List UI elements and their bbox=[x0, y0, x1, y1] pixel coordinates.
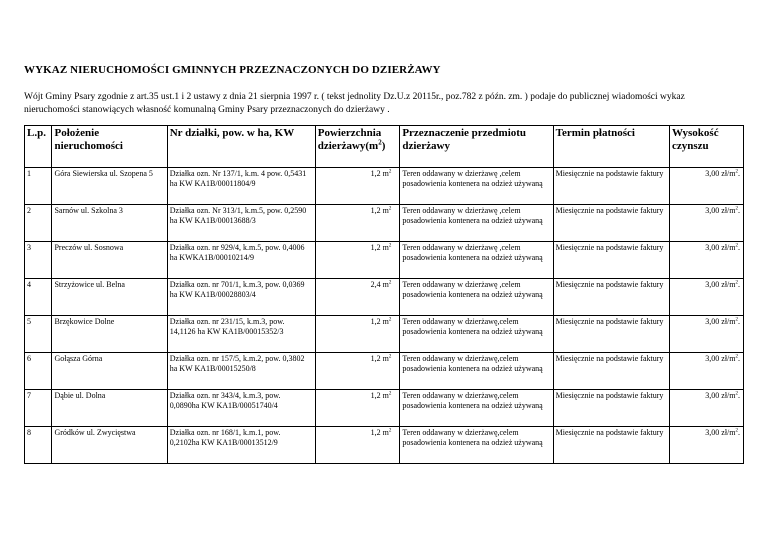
rent-period: . bbox=[738, 206, 740, 215]
cell-purpose bbox=[400, 353, 553, 390]
cell-lp-text: 8 bbox=[27, 428, 31, 437]
cell-area-text: 1,2 m bbox=[370, 391, 389, 400]
cell-parcel-text: Działka ozn. nr 157/5, k.m.2, pow. 0,3802 ha KW KA1B/00015250/8 bbox=[169, 354, 305, 373]
cell-lp bbox=[25, 390, 52, 427]
cell-location-text: Brzękowice Dolne bbox=[54, 317, 115, 326]
unit-superscript: 2 bbox=[388, 317, 392, 323]
cell-area-text: 1,2 m bbox=[370, 354, 389, 363]
cell-parcel bbox=[167, 390, 315, 427]
cell-lp-text: 6 bbox=[27, 354, 31, 363]
cell-location-text: Sarnów ul. Szkolna 3 bbox=[54, 206, 123, 215]
unit-superscript: 2 bbox=[735, 280, 738, 286]
cell-lp-text: 7 bbox=[27, 391, 31, 400]
table-row bbox=[25, 316, 744, 353]
cell-purpose bbox=[400, 168, 553, 205]
cell-area-text: 1,2 m bbox=[370, 428, 389, 437]
table-row bbox=[25, 168, 744, 205]
cell-location bbox=[52, 168, 167, 205]
unit-superscript: 2 bbox=[388, 391, 392, 397]
cell-term-text: Miesięcznie na podstawie faktury bbox=[555, 169, 664, 178]
header-parcel: Nr działki, pow. w ha, KW bbox=[167, 126, 315, 168]
cell-lp bbox=[25, 242, 52, 279]
cell-term-text: Miesięcznie na podstawie faktury bbox=[555, 428, 664, 437]
unit-superscript: 2 bbox=[388, 280, 392, 286]
cell-term bbox=[553, 205, 669, 242]
cell-rent-text: 3,00 zł/m bbox=[705, 317, 736, 326]
cell-lp bbox=[25, 279, 52, 316]
cell-rent-text: 3,00 zł/m bbox=[705, 280, 736, 289]
table-row bbox=[25, 427, 744, 464]
unit-superscript: 2 bbox=[735, 317, 738, 323]
cell-location-text: Gołąsza Górna bbox=[54, 354, 103, 363]
cell-parcel-text: Działka ozn. nr 701/1, k.m.3, pow. 0,0369 ha KW KA1B/00028803/4 bbox=[169, 280, 305, 299]
cell-area bbox=[315, 279, 400, 316]
cell-lp-text: 5 bbox=[27, 317, 31, 326]
header-area-superscript: 2 bbox=[378, 138, 382, 147]
cell-parcel bbox=[167, 205, 315, 242]
rent-period: . bbox=[738, 354, 740, 363]
cell-location-text: Strzyżowice ul. Belna bbox=[54, 280, 125, 289]
table-row bbox=[25, 242, 744, 279]
cell-purpose-text: Teren oddawany w dzierżawę,celem posadowienia kontenera na odzież używaną bbox=[402, 428, 543, 447]
cell-rent bbox=[669, 427, 743, 464]
cell-parcel bbox=[167, 427, 315, 464]
cell-purpose-text: Teren oddawany w dzierżawę ,celem posadowienia kontenera na odzież używaną bbox=[402, 243, 543, 262]
cell-lp-text: 2 bbox=[27, 206, 31, 215]
cell-lp bbox=[25, 316, 52, 353]
rent-period: . bbox=[738, 280, 740, 289]
cell-area bbox=[315, 353, 400, 390]
cell-purpose-text: Teren oddawany w dzierżawę ,celem posadowienia kontenera na odzież używaną bbox=[402, 280, 543, 299]
cell-rent bbox=[669, 316, 743, 353]
unit-superscript: 2 bbox=[735, 391, 738, 397]
cell-purpose bbox=[400, 316, 553, 353]
unit-superscript: 2 bbox=[388, 169, 392, 175]
cell-parcel-text: Działka ozn. nr 343/4, k.m.3, pow. 0,0890ha KW KA1B/00051740/4 bbox=[169, 391, 281, 410]
cell-purpose-text: Teren oddawany w dzierżawę ,celem posadowienia kontenera na odzież używaną bbox=[402, 206, 543, 225]
cell-purpose-text: Teren oddawany w dzierżawę,celem posadowienia kontenera na odzież używaną bbox=[402, 317, 543, 336]
cell-purpose-text: Teren oddawany w dzierżawę ,celem posadowienia kontenera na odzież używaną bbox=[402, 169, 543, 188]
unit-superscript: 2 bbox=[388, 428, 392, 434]
table-row bbox=[25, 390, 744, 427]
rent-period: . bbox=[738, 169, 740, 178]
cell-rent bbox=[669, 168, 743, 205]
cell-lp-text: 1 bbox=[27, 169, 31, 178]
cell-parcel bbox=[167, 242, 315, 279]
cell-location bbox=[52, 279, 167, 316]
cell-location-text: Gródków ul. Zwycięstwa bbox=[54, 428, 136, 437]
cell-area bbox=[315, 390, 400, 427]
unit-superscript: 2 bbox=[735, 243, 738, 249]
rent-period: . bbox=[738, 317, 740, 326]
unit-superscript: 2 bbox=[735, 169, 738, 175]
cell-term bbox=[553, 353, 669, 390]
cell-rent-text: 3,00 zł/m bbox=[705, 169, 736, 178]
cell-rent-text: 3,00 zł/m bbox=[705, 354, 736, 363]
cell-purpose-text: Teren oddawany w dzierżawę,celem posadowienia kontenera na odzież używaną bbox=[402, 391, 543, 410]
cell-location bbox=[52, 205, 167, 242]
table-row bbox=[25, 279, 744, 316]
header-area bbox=[315, 126, 400, 168]
cell-lp bbox=[25, 427, 52, 464]
header-purpose: Przeznaczenie przedmiotu dzierżawy bbox=[400, 126, 553, 168]
cell-parcel bbox=[167, 168, 315, 205]
cell-purpose bbox=[400, 427, 553, 464]
cell-parcel-text: Działka ozn. nr 929/4, k.m.5, pow. 0,4006 ha KWKA1B/00010214/9 bbox=[169, 243, 305, 262]
cell-purpose-text: Teren oddawany w dzierżawę,celem posadowienia kontenera na odzież używaną bbox=[402, 354, 543, 373]
cell-term-text: Miesięcznie na podstawie faktury bbox=[555, 391, 664, 400]
unit-superscript: 2 bbox=[735, 354, 738, 360]
cell-rent bbox=[669, 242, 743, 279]
cell-area-text: 1,2 m bbox=[370, 169, 389, 178]
cell-rent bbox=[669, 390, 743, 427]
cell-area-text: 1,2 m bbox=[370, 243, 389, 252]
cell-term-text: Miesięcznie na podstawie faktury bbox=[555, 317, 664, 326]
cell-parcel bbox=[167, 279, 315, 316]
table-header-row bbox=[25, 126, 744, 168]
cell-area-text: 1,2 m bbox=[370, 206, 389, 215]
cell-area bbox=[315, 316, 400, 353]
cell-parcel bbox=[167, 316, 315, 353]
cell-lp-text: 3 bbox=[27, 243, 31, 252]
cell-term bbox=[553, 168, 669, 205]
cell-parcel-text: Działka ozn. Nr 313/1, k.m.5, pow. 0,2590 ha KW KA1B/00013688/3 bbox=[169, 206, 307, 225]
unit-superscript: 2 bbox=[388, 243, 392, 249]
cell-area-text: 1,2 m bbox=[370, 317, 389, 326]
header-location: Położenie nieruchomości bbox=[52, 126, 167, 168]
cell-location bbox=[52, 316, 167, 353]
cell-location-text: Preczów ul. Sosnowa bbox=[54, 243, 124, 252]
cell-term bbox=[553, 279, 669, 316]
cell-purpose bbox=[400, 205, 553, 242]
cell-term-text: Miesięcznie na podstawie faktury bbox=[555, 243, 664, 252]
cell-location bbox=[52, 353, 167, 390]
table-row bbox=[25, 353, 744, 390]
cell-area bbox=[315, 168, 400, 205]
cell-location bbox=[52, 427, 167, 464]
cell-purpose bbox=[400, 242, 553, 279]
cell-location-text: Dąbie ul. Dolna bbox=[54, 391, 106, 400]
header-term: Termin płatności bbox=[553, 126, 669, 168]
cell-term-text: Miesięcznie na podstawie faktury bbox=[555, 354, 664, 363]
header-area-text: Powierzchnia dzierżawy(m bbox=[317, 127, 382, 152]
cell-purpose bbox=[400, 279, 553, 316]
cell-location bbox=[52, 390, 167, 427]
cell-term-text: Miesięcznie na podstawie faktury bbox=[555, 280, 664, 289]
cell-term bbox=[553, 242, 669, 279]
cell-rent bbox=[669, 205, 743, 242]
cell-parcel bbox=[167, 353, 315, 390]
unit-superscript: 2 bbox=[388, 354, 392, 360]
cell-parcel-text: Działka ozn. nr 168/1, k.m.1, pow. 0,2102ha KW KA1B/00013512/9 bbox=[169, 428, 281, 447]
cell-area bbox=[315, 242, 400, 279]
rent-period: . bbox=[738, 243, 740, 252]
cell-location bbox=[52, 242, 167, 279]
cell-rent-text: 3,00 zł/m bbox=[705, 391, 736, 400]
cell-purpose bbox=[400, 390, 553, 427]
cell-area-text: 2,4 m bbox=[370, 280, 389, 289]
header-rent: Wysokość czynszu bbox=[669, 126, 743, 168]
cell-location-text: Góra Siewierska ul. Szopena 5 bbox=[54, 169, 153, 178]
cell-rent bbox=[669, 279, 743, 316]
cell-term bbox=[553, 390, 669, 427]
unit-superscript: 2 bbox=[735, 206, 738, 212]
cell-lp-text: 4 bbox=[27, 280, 31, 289]
cell-term bbox=[553, 427, 669, 464]
cell-parcel-text: Działka ozn. nr 231/15, k.m.3, pow. 14,1126 ha KW KA1B/00015352/3 bbox=[169, 317, 285, 336]
unit-superscript: 2 bbox=[388, 206, 392, 212]
cell-area bbox=[315, 427, 400, 464]
cell-area bbox=[315, 205, 400, 242]
header-area-close: ) bbox=[381, 140, 386, 152]
rent-period: . bbox=[738, 391, 740, 400]
cell-term-text: Miesięcznie na podstawie faktury bbox=[555, 206, 664, 215]
cell-lp bbox=[25, 205, 52, 242]
intro-paragraph: Wójt Gminy Psary zgodnie z art.35 ust.1 i 2 ustawy z dnia 21 sierpnia 1997 r. ( tekst jednolity Dz.U.z 20115r., poz.782 z późn. zm. ) podaje do publicznej wiadomości wykaz nieruchomości stanowiących własność komunalną Gminy Psary przeznaczonych do dzierżawy . bbox=[24, 92, 685, 115]
cell-rent-text: 3,00 zł/m bbox=[705, 243, 736, 252]
table-row bbox=[25, 205, 744, 242]
cell-rent-text: 3,00 zł/m bbox=[705, 206, 736, 215]
header-lp: L.p. bbox=[25, 126, 52, 168]
document-title: WYKAZ NIERUCHOMOŚCI GMINNYCH PRZEZNACZONYCH DO DZIERŻAWY bbox=[24, 64, 441, 76]
cell-lp bbox=[25, 353, 52, 390]
cell-lp bbox=[25, 168, 52, 205]
unit-superscript: 2 bbox=[735, 428, 738, 434]
property-table bbox=[24, 125, 744, 464]
cell-rent-text: 3,00 zł/m bbox=[705, 428, 736, 437]
cell-rent bbox=[669, 353, 743, 390]
rent-period: . bbox=[738, 428, 740, 437]
cell-parcel-text: Działka ozn. Nr 137/1, k.m. 4 pow. 0,5431 ha KW KA1B/00011804/9 bbox=[169, 169, 307, 188]
cell-term bbox=[553, 316, 669, 353]
